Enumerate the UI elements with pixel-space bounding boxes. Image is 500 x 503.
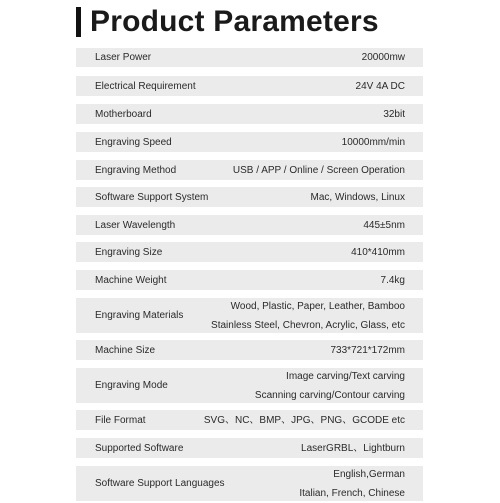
row-label: Engraving Speed [95, 136, 172, 148]
row-label: Laser Power [95, 52, 152, 63]
table-row [76, 76, 423, 96]
title-bar [76, 4, 379, 40]
row-label: Machine Weight [95, 274, 167, 286]
row-label: Machine Size [95, 344, 156, 356]
table-row [76, 466, 423, 501]
table-row [76, 132, 423, 152]
table-row [76, 340, 423, 360]
row-value [311, 188, 405, 207]
row-label: Electrical Requirement [95, 80, 196, 92]
row-value [363, 216, 405, 235]
row-value [301, 439, 405, 458]
row-label: Engraving Materials [95, 310, 184, 321]
table-row [76, 368, 423, 403]
table-row [76, 48, 423, 67]
row-value [351, 243, 405, 262]
row-value-line: LaserGRBL、Lightburn [301, 442, 405, 454]
row-value-line: Scanning carving/Contour carving [254, 389, 405, 401]
row-value-line: SVG、NC、BMP、JPG、PNG、GCODE etc [203, 414, 405, 426]
table-row [76, 215, 423, 235]
table-row [76, 187, 423, 207]
row-value [255, 367, 405, 405]
table-row [76, 438, 423, 458]
row-value-line: Mac, Windows, Linux [310, 191, 405, 203]
table-row [76, 298, 423, 333]
row-value-line: 733*721*172mm [330, 344, 405, 356]
row-value-line: Image carving/Text carving [286, 370, 405, 382]
table-row [76, 160, 423, 180]
row-value-line: 7.4kg [380, 274, 405, 286]
row-value-line: English,German [333, 468, 405, 480]
row-value [362, 48, 405, 67]
row-value-line: Italian, French, Chinese [299, 487, 405, 499]
row-label: Software Support Languages [95, 478, 225, 489]
row-label: File Format [95, 414, 146, 426]
row-value [299, 465, 405, 503]
table-row [76, 410, 423, 430]
row-value [383, 105, 405, 124]
row-value [233, 161, 405, 180]
row-value [211, 297, 405, 335]
row-value [331, 341, 406, 360]
row-label: Software Support System [95, 191, 209, 203]
row-value-line: USB / APP / Online / Screen Operation [232, 164, 405, 176]
row-value-line: 24V 4A DC [355, 80, 405, 92]
row-value-line: 32bit [383, 108, 405, 120]
row-value [356, 77, 405, 96]
title-marker [76, 7, 81, 37]
row-label: Motherboard [95, 108, 152, 120]
row-label: Engraving Mode [95, 380, 168, 391]
row-value-line: Stainless Steel, Chevron, Acrylic, Glass, etc [211, 319, 405, 331]
row-label: Engraving Method [95, 164, 177, 176]
table-row [76, 104, 423, 124]
row-label: Laser Wavelength [95, 219, 176, 231]
row-value-line: 20000mw [361, 52, 405, 63]
row-value-line: 10000mm/min [341, 136, 405, 148]
row-value [342, 133, 405, 152]
table-row [76, 270, 423, 290]
row-value-line: 445±5nm [363, 219, 405, 231]
row-value [381, 271, 405, 290]
page-title: Product Parameters [90, 5, 379, 38]
row-value [204, 411, 405, 430]
row-label: Supported Software [95, 442, 184, 454]
row-value-line: Wood, Plastic, Paper, Leather, Bamboo [230, 300, 405, 312]
table-row [76, 242, 423, 262]
row-value-line: 410*410mm [351, 246, 405, 258]
row-label: Engraving Size [95, 246, 163, 258]
